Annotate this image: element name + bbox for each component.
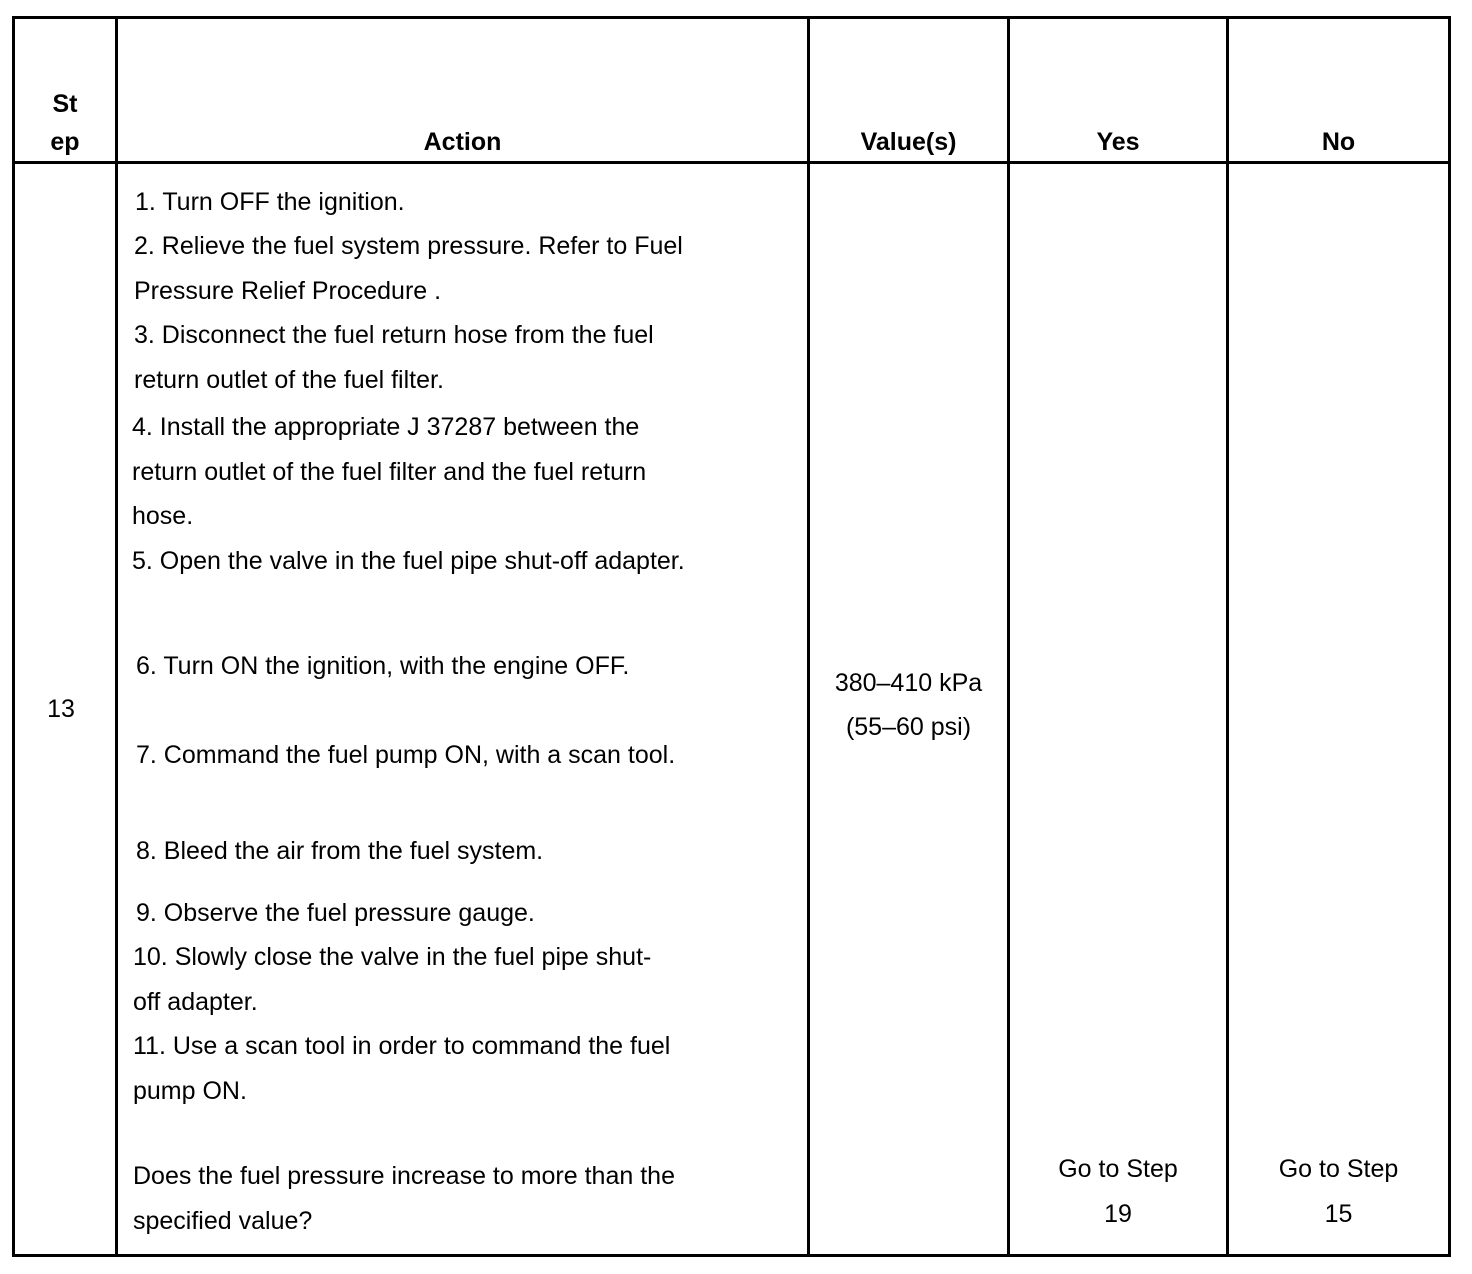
action-item: 9. Observe the fuel pressure gauge. bbox=[136, 899, 535, 927]
action-item: 7. Command the fuel pump ON, with a scan tool. bbox=[136, 741, 676, 769]
no-goto-text: Go to Step 15 bbox=[1278, 1155, 1399, 1228]
action-item: 6. Turn ON the ignition, with the engine OFF. bbox=[136, 652, 630, 680]
no-cell bbox=[1228, 163, 1450, 1256]
action-item: 11. Use a scan tool in order to command the fuel pump ON. bbox=[133, 1032, 671, 1105]
question-text: Does the fuel pressure increase to more than the specified value? bbox=[133, 1162, 675, 1235]
action-item: 8. Bleed the air from the fuel system. bbox=[136, 837, 544, 865]
action-item: 2. Relieve the fuel system pressure. Refer to Fuel Pressure Relief Procedure . bbox=[134, 232, 683, 305]
action-item: 1. Turn OFF the ignition. bbox=[135, 188, 405, 216]
step-number: 13 bbox=[47, 694, 75, 723]
header-yes: Yes bbox=[1009, 18, 1228, 163]
action-item: 5. Open the valve in the fuel pipe shut-off adapter. bbox=[132, 547, 685, 575]
header-row bbox=[14, 18, 1450, 163]
action-item: 3. Disconnect the fuel return hose from the fuel return outlet of the fuel filter. bbox=[134, 321, 654, 394]
yes-cell bbox=[1009, 163, 1228, 1256]
action-item: 10. Slowly close the valve in the fuel pipe shut-off adapter. bbox=[133, 943, 652, 1016]
header-values: Value(s) bbox=[809, 18, 1009, 163]
table-row bbox=[14, 163, 1450, 1256]
action-cell bbox=[117, 163, 809, 1256]
step-number-cell bbox=[14, 163, 117, 1256]
header-step: St ep bbox=[14, 18, 117, 163]
diagnostic-table bbox=[12, 16, 1451, 1257]
header-action: Action bbox=[117, 18, 809, 163]
action-item: 4. Install the appropriate J 37287 between the return outlet of the fuel filter and the fuel return hose. bbox=[132, 413, 647, 530]
value-text: 380–410 kPa (55–60 psi) bbox=[834, 668, 983, 741]
yes-goto-text: Go to Step 19 bbox=[1058, 1155, 1178, 1228]
value-cell bbox=[809, 163, 1009, 1256]
header-no: No bbox=[1228, 18, 1450, 163]
